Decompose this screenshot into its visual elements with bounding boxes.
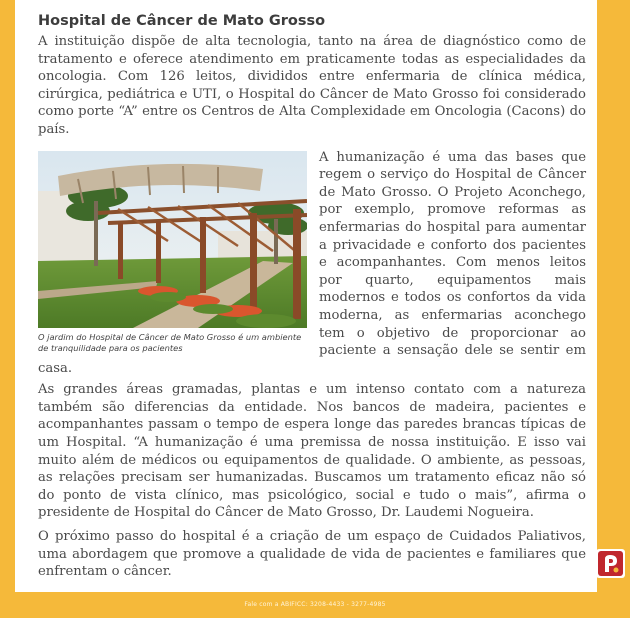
photo-caption: O jardim do Hospital de Câncer de Mato Grosso é um ambiente de tranquilidade para os pacientes [38, 331, 302, 353]
article-paragraph-1: A instituição dispõe de alta tecnologia, tanto na área de diagnóstico como de tratamento e oferece atendimento em praticamente todas as especialidades da oncologia. Com 126 leitos, divididos entre enfermaria de clínica médica, cirúrgica, pediátrica e UTI, o Hospital do Câncer de Mato Grosso foi considerado como porte “A” entre os Centros de Alta Complexidade em Oncologia (Cacons) do país. [38, 34, 586, 137]
footer-contact: Fale com a ABIFICC: 3208-4433 - 3277-4985 [244, 601, 386, 608]
garden-photo [38, 151, 307, 328]
article-title: Hospital de Câncer de Mato Grosso [38, 13, 326, 29]
article-figure [38, 151, 307, 354]
page [15, 0, 597, 592]
abificc-logo-icon [596, 549, 625, 578]
article-paragraph-4: O próximo passo do hospital é a criação de um espaço de Cuidados Paliativos, uma abordagem que promove a qualidade de vida de pacientes e familiares que enfrentam o câncer. [38, 529, 586, 580]
article-paragraph-3: As grandes áreas gramadas, plantas e um intenso contato com a natureza também são diferencias da entidade. Nos bancos de madeira, pacientes e acompanhantes passam o tempo de espera longe das paredes brancas típicas de um Hospital. “A humanização é uma premissa de nossa instituição. E isso vai muito além de médicos ou equipamentos de qualidade. O ambiente, as pessoas, as relações precisam ser humanizadas. Buscamos um tratamento eficaz não só do ponto de vista clínico, mas psicológico, social e tudo o mais”, afirma o presidente de Hospital do Câncer de Mato Grosso, Dr. Laudemi Nogueira. [38, 382, 586, 521]
article-paragraph-2: A humanização é uma das bases que regem o serviço do Hospital de Câncer de Mato Grosso. O Projeto Aconchego, por exemplo, promove reformas as enfermarias do hospital para aumentar a privacidade e conforto dos pacientes e acompanhantes. Com menos leitos por quarto, equipamentos mais modernos e todos os confortos da vida moderna, as enfermarias aconchego tem o objetivo de proporcionar ao paciente a sensação dele se sentir em casa. [38, 149, 586, 376]
article [38, 12, 586, 581]
